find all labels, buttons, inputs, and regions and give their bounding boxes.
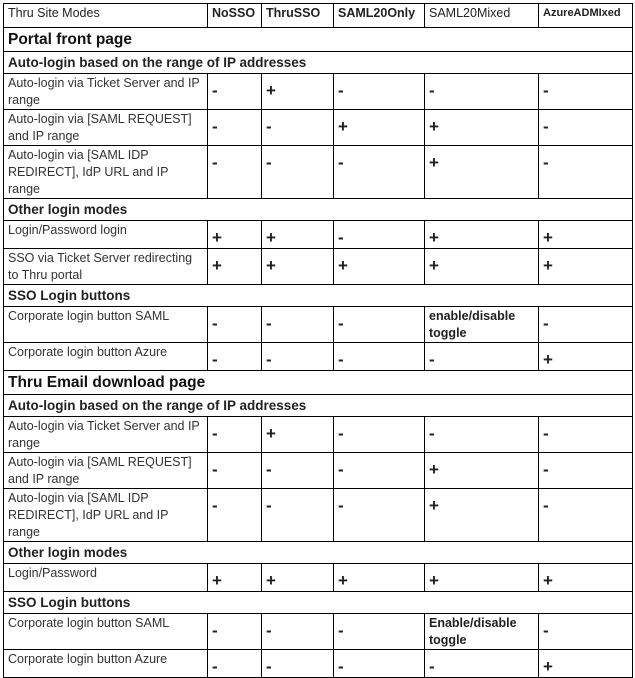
header-cell-thrusso: ThruSSO [262, 4, 334, 28]
cell-value: - [425, 343, 539, 371]
cell-value: + [208, 564, 262, 592]
cell-value: + [262, 417, 334, 453]
cell-value: - [334, 343, 425, 371]
cell-value: - [262, 453, 334, 489]
table-row [4, 453, 633, 489]
row-label: Corporate login button SAML [4, 614, 208, 650]
subsection-title: Other login modes [4, 542, 633, 564]
cell-value: - [208, 453, 262, 489]
cell-value: - [208, 489, 262, 542]
cell-value: - [208, 417, 262, 453]
cell-value: + [425, 564, 539, 592]
cell-value: - [208, 110, 262, 146]
section-title: Portal front page [4, 28, 633, 52]
cell-value: + [262, 74, 334, 110]
header-cell-modes: Thru Site Modes [4, 4, 208, 28]
row-label: SSO via Ticket Server redirecting to Thru portal [4, 249, 208, 285]
table-row [4, 249, 633, 285]
cell-value: - [334, 614, 425, 650]
header-cell-saml20only: SAML20Only [334, 4, 425, 28]
cell-value: - [539, 74, 633, 110]
cell-value: enable/disable toggle [425, 307, 539, 343]
cell-value: - [262, 650, 334, 678]
cell-value: Enable/disable toggle [425, 614, 539, 650]
subsection-title: Auto-login based on the range of IP addresses [4, 395, 633, 417]
row-label: Auto-login via Ticket Server and IP range [4, 74, 208, 110]
cell-value: - [208, 146, 262, 199]
row-label: Corporate login button SAML [4, 307, 208, 343]
row-label: Auto-login via [SAML REQUEST] and IP range [4, 453, 208, 489]
cell-value: + [425, 249, 539, 285]
cell-value: + [539, 650, 633, 678]
table-row [4, 110, 633, 146]
subsection-email-autologin [4, 395, 633, 417]
row-label: Auto-login via [SAML IDP REDIRECT], IdP URL and IP range [4, 146, 208, 199]
subsection-title: SSO Login buttons [4, 592, 633, 614]
cell-value: - [425, 74, 539, 110]
cell-value: - [334, 307, 425, 343]
table-row [4, 564, 633, 592]
header-row [4, 4, 633, 28]
cell-value: - [334, 489, 425, 542]
cell-value: + [334, 110, 425, 146]
subsection-portal-other [4, 199, 633, 221]
subsection-title: Auto-login based on the range of IP addresses [4, 52, 633, 74]
cell-value: + [208, 221, 262, 249]
table-row [4, 614, 633, 650]
cell-value: - [208, 650, 262, 678]
row-label: Corporate login button Azure [4, 343, 208, 371]
cell-value: - [262, 307, 334, 343]
cell-value: + [539, 343, 633, 371]
cell-value: - [262, 489, 334, 542]
cell-value: - [539, 146, 633, 199]
subsection-portal-sso [4, 285, 633, 307]
cell-value: - [334, 650, 425, 678]
cell-value: - [539, 614, 633, 650]
cell-value: + [539, 221, 633, 249]
cell-value: + [425, 453, 539, 489]
cell-value: + [539, 249, 633, 285]
cell-value: + [208, 249, 262, 285]
section-email [4, 371, 633, 395]
table-row [4, 146, 633, 199]
row-label: Login/Password login [4, 221, 208, 249]
row-label: Auto-login via Ticket Server and IP range [4, 417, 208, 453]
row-label: Login/Password [4, 564, 208, 592]
table-row [4, 221, 633, 249]
cell-value: - [539, 110, 633, 146]
cell-value: - [334, 74, 425, 110]
subsection-email-sso [4, 592, 633, 614]
table-row [4, 489, 633, 542]
cell-value: - [539, 453, 633, 489]
row-label: Corporate login button Azure [4, 650, 208, 678]
cell-value: - [334, 221, 425, 249]
table-row [4, 343, 633, 371]
cell-value: + [334, 564, 425, 592]
header-cell-azureadmixed: AzureADMIxed [539, 4, 633, 28]
row-label: Auto-login via [SAML REQUEST] and IP range [4, 110, 208, 146]
cell-value: + [262, 249, 334, 285]
cell-value: - [539, 307, 633, 343]
cell-value: - [262, 110, 334, 146]
site-modes-table [3, 3, 633, 678]
cell-value: + [425, 146, 539, 199]
cell-value: - [208, 343, 262, 371]
subsection-title: Other login modes [4, 199, 633, 221]
subsection-portal-autologin [4, 52, 633, 74]
row-label: Auto-login via [SAML IDP REDIRECT], IdP URL and IP range [4, 489, 208, 542]
cell-value: - [539, 489, 633, 542]
section-title: Thru Email download page [4, 371, 633, 395]
cell-value: - [262, 614, 334, 650]
table-row [4, 307, 633, 343]
cell-value: - [262, 146, 334, 199]
section-portal [4, 28, 633, 52]
cell-value: + [334, 249, 425, 285]
cell-value: + [539, 564, 633, 592]
table-row [4, 650, 633, 678]
header-cell-nosso: NoSSO [208, 4, 262, 28]
cell-value: - [539, 417, 633, 453]
subsection-email-other [4, 542, 633, 564]
cell-value: + [262, 564, 334, 592]
cell-value: + [425, 221, 539, 249]
cell-value: - [208, 307, 262, 343]
cell-value: - [334, 453, 425, 489]
header-cell-saml20mixed: SAML20Mixed [425, 4, 539, 28]
table-row [4, 74, 633, 110]
cell-value: + [425, 489, 539, 542]
cell-value: - [334, 146, 425, 199]
table-row [4, 417, 633, 453]
cell-value: - [334, 417, 425, 453]
cell-value: - [208, 614, 262, 650]
subsection-title: SSO Login buttons [4, 285, 633, 307]
cell-value: - [425, 417, 539, 453]
cell-value: + [262, 221, 334, 249]
cell-value: - [425, 650, 539, 678]
cell-value: - [208, 74, 262, 110]
cell-value: - [262, 343, 334, 371]
cell-value: + [425, 110, 539, 146]
